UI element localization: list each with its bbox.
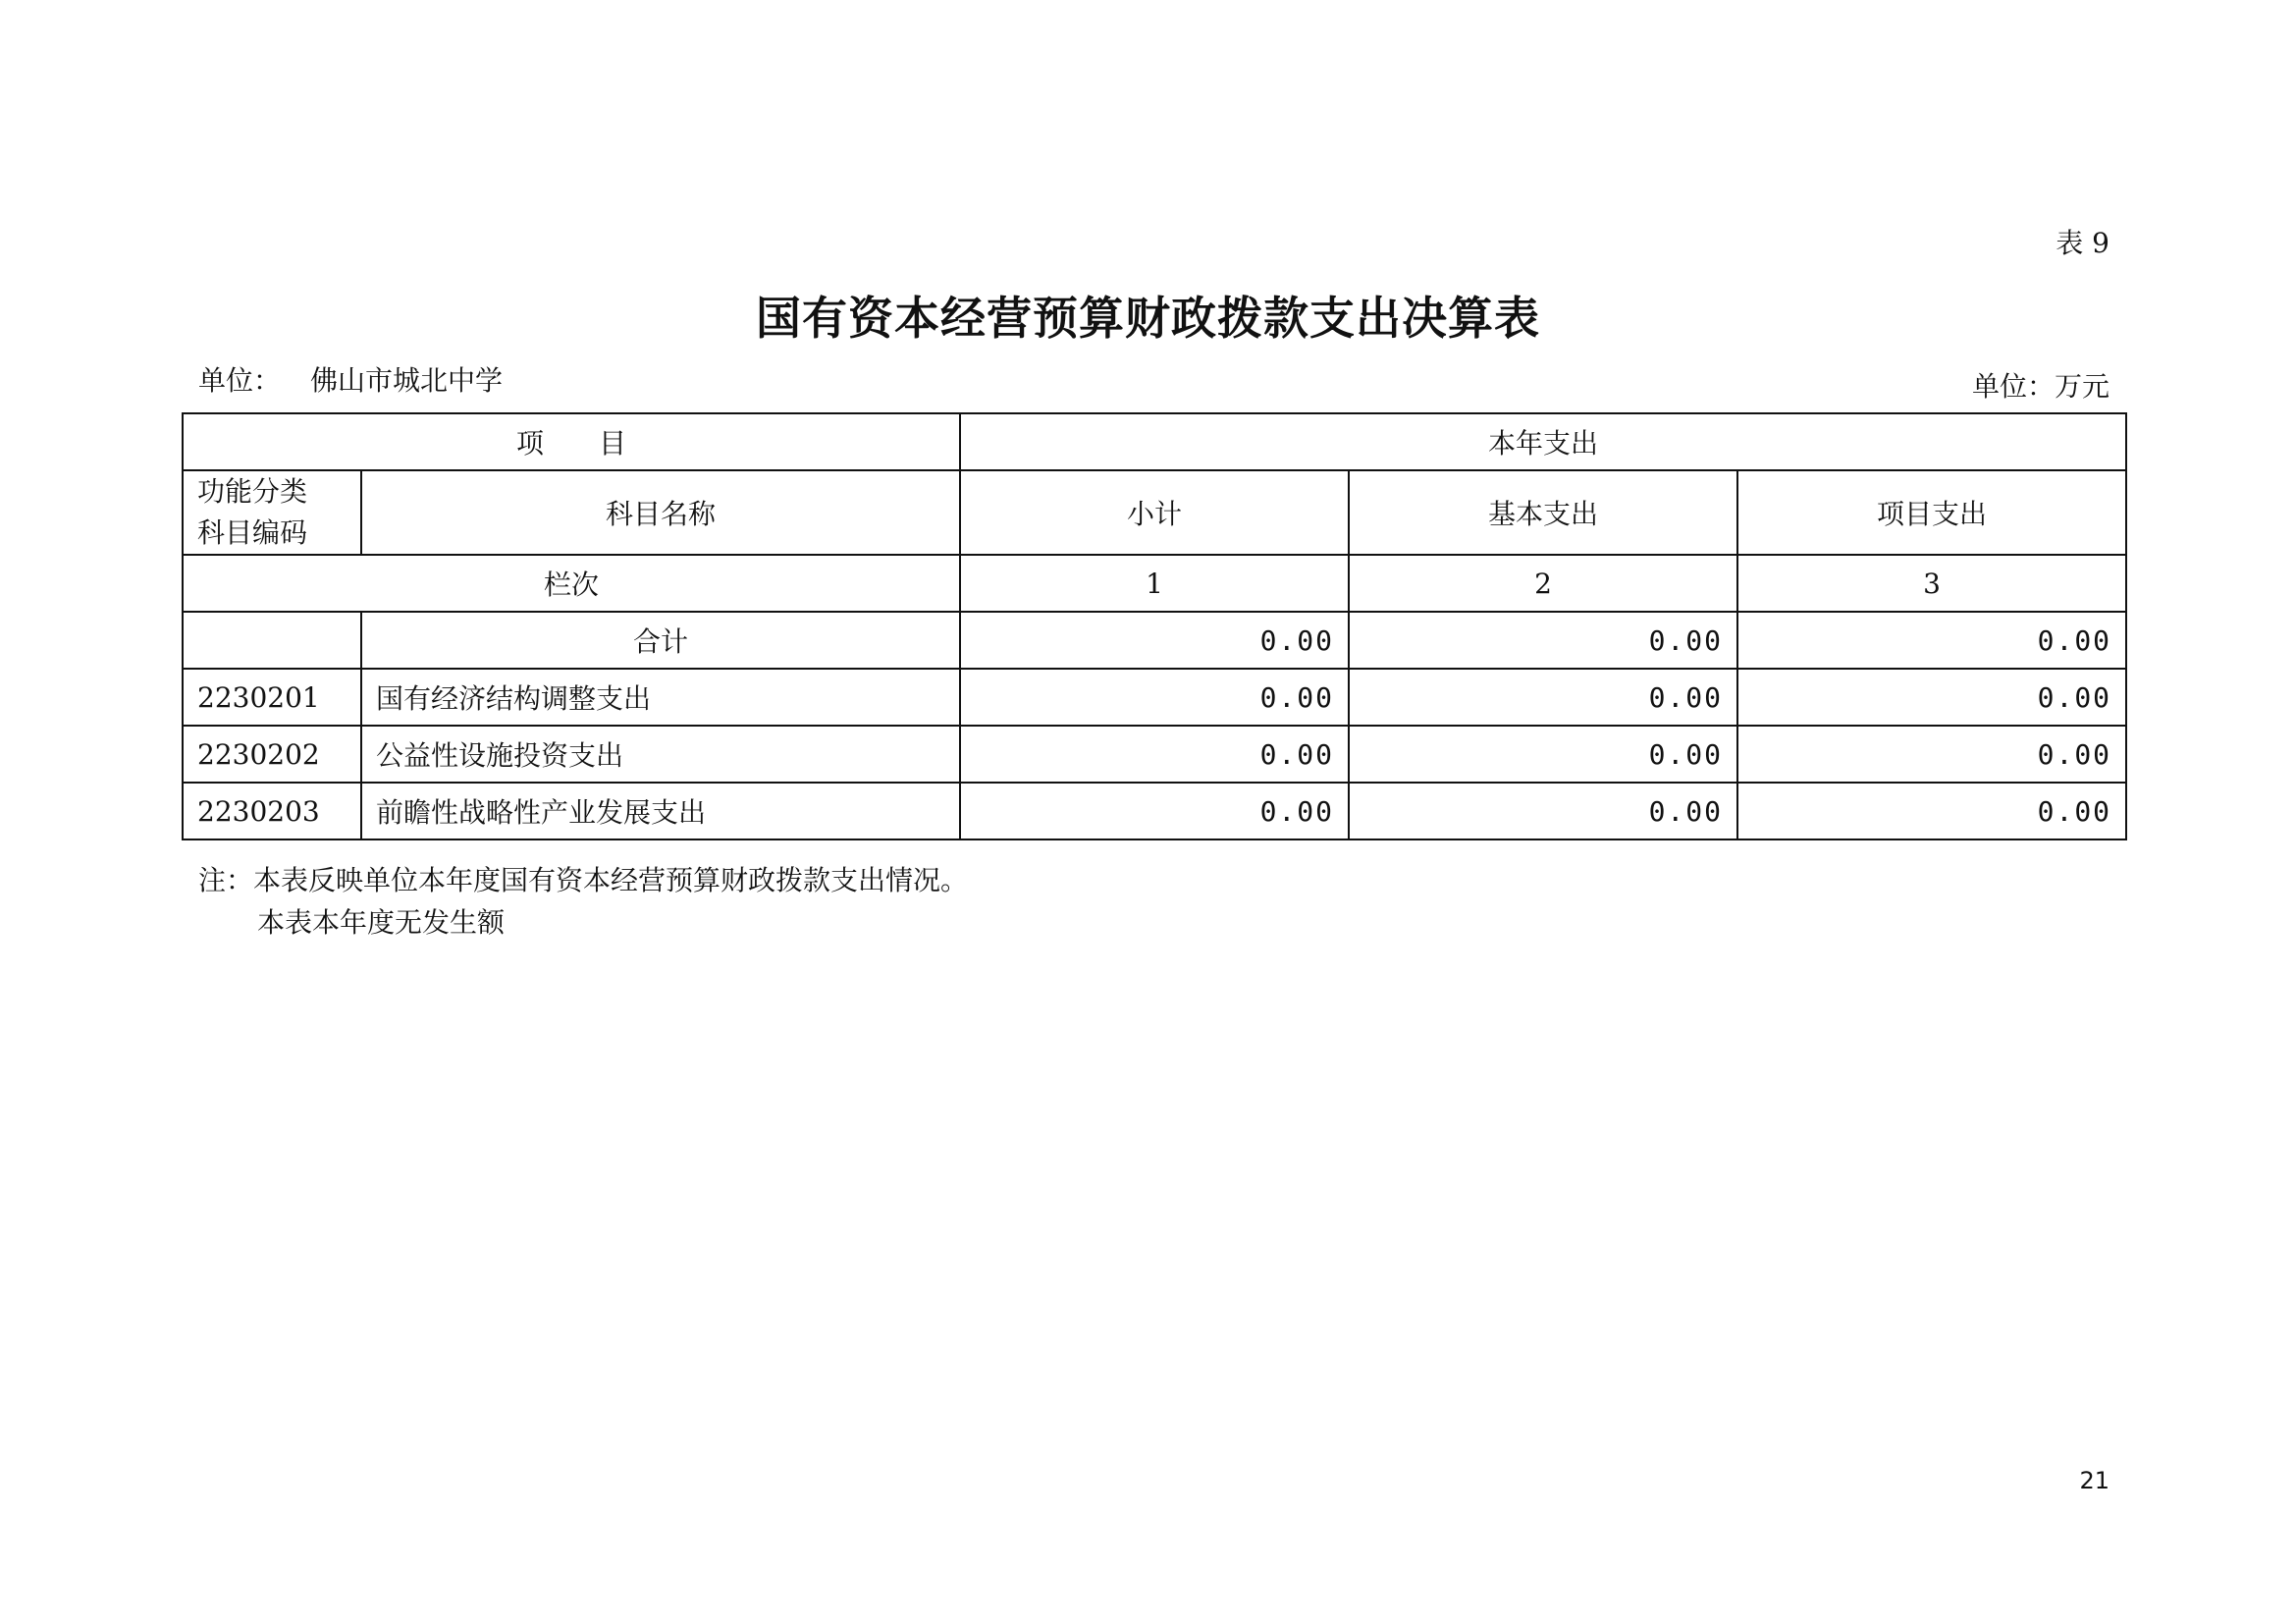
header-item: 项 目 xyxy=(183,413,960,470)
column-index-row xyxy=(183,555,2126,612)
total-label: 合计 xyxy=(361,612,960,669)
row-name: 国有经济结构调整支出 xyxy=(361,669,960,726)
organization-line xyxy=(198,359,503,399)
table-note-no-amount: 本表本年度无发生额 xyxy=(257,906,506,939)
column-index-1: 1 xyxy=(960,555,1349,612)
header-project: 项目支出 xyxy=(1737,470,2126,555)
header-code xyxy=(183,470,361,555)
row-code: 2230201 xyxy=(183,669,361,726)
column-index-2: 2 xyxy=(1349,555,1737,612)
header-code-line1: 功能分类 xyxy=(197,475,308,508)
total-project: 0.00 xyxy=(1737,612,2126,669)
header-subject-name: 科目名称 xyxy=(361,470,960,555)
expenditure-table xyxy=(182,412,2127,840)
row-code: 2230203 xyxy=(183,783,361,839)
row-project: 0.00 xyxy=(1737,726,2126,783)
table-number: 表 9 xyxy=(2056,227,2109,259)
column-label: 栏次 xyxy=(183,555,960,612)
table-row xyxy=(183,669,2126,726)
total-code xyxy=(183,612,361,669)
row-subtotal: 0.00 xyxy=(960,669,1349,726)
header-basic: 基本支出 xyxy=(1349,470,1737,555)
row-name: 前瞻性战略性产业发展支出 xyxy=(361,783,960,839)
header-code-line2: 科目编码 xyxy=(197,516,308,549)
unit-label: 单位： xyxy=(198,364,282,397)
header-row-2 xyxy=(183,470,2126,555)
table-note: 注：本表反映单位本年度国有资本经营预算财政拨款支出情况。 xyxy=(198,864,969,896)
table-row xyxy=(183,783,2126,839)
row-code: 2230202 xyxy=(183,726,361,783)
header-row-1 xyxy=(183,413,2126,470)
row-name: 公益性设施投资支出 xyxy=(361,726,960,783)
total-basic: 0.00 xyxy=(1349,612,1737,669)
currency-unit: 单位：万元 xyxy=(1971,370,2109,403)
row-basic: 0.00 xyxy=(1349,783,1737,839)
total-row xyxy=(183,612,2126,669)
row-basic: 0.00 xyxy=(1349,726,1737,783)
row-basic: 0.00 xyxy=(1349,669,1737,726)
header-subtotal: 小计 xyxy=(960,470,1349,555)
row-project: 0.00 xyxy=(1737,669,2126,726)
total-subtotal: 0.00 xyxy=(960,612,1349,669)
header-current-year: 本年支出 xyxy=(960,413,2126,470)
column-index-3: 3 xyxy=(1737,555,2126,612)
page-number: 21 xyxy=(2079,1467,2109,1494)
row-subtotal: 0.00 xyxy=(960,783,1349,839)
row-project: 0.00 xyxy=(1737,783,2126,839)
document-title: 国有资本经营预算财政拨款支出决算表 xyxy=(756,292,1540,345)
table-row xyxy=(183,726,2126,783)
organization-name: 佛山市城北中学 xyxy=(310,364,504,397)
row-subtotal: 0.00 xyxy=(960,726,1349,783)
